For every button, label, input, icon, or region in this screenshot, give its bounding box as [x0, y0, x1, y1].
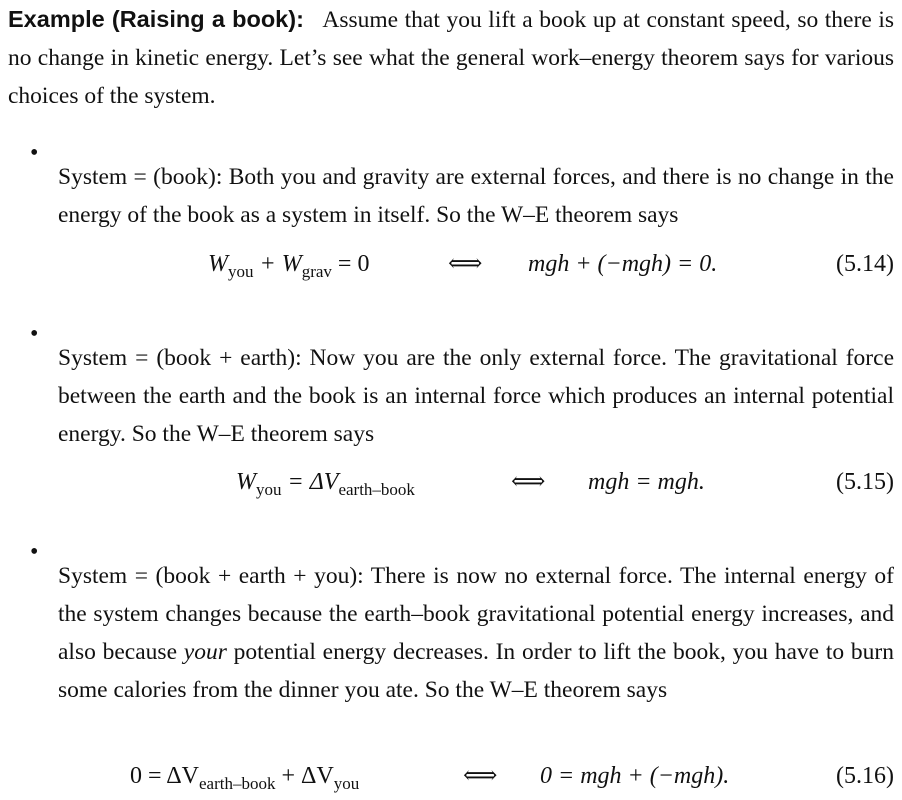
emphasis-your: your: [183, 638, 227, 665]
iff-symbol: ⟺: [511, 469, 546, 495]
equation-rhs: 0 = mgh + (−mgh).: [540, 763, 730, 789]
bullet-item-book-earth: [8, 315, 894, 476]
equation-number: (5.16): [836, 763, 894, 789]
iff-symbol: ⟺: [448, 251, 483, 277]
example-heading: Example (Raising a book):: [8, 6, 304, 32]
bullet-icon: •: [30, 321, 39, 347]
equation-rhs: mgh = mgh.: [588, 469, 705, 495]
bullet-item-book: [8, 134, 894, 257]
equation-5-15: [8, 462, 894, 502]
bullet-text: System = (book + earth): Now you are the only external force. The gravitational force between the earth and the book is an internal force which produces an internal potential energy. So the W–E theorem says: [58, 344, 894, 447]
equation-5-14: [8, 244, 894, 284]
bullet-icon: •: [30, 539, 39, 565]
bullet-text: System = (book): Both you and gravity are external forces, and there is no change in the energy of the book as a system in itself. So the W–E theorem says: [58, 163, 894, 228]
equation-lhs: $W_{you} + W_{grav} = 0$: [208, 251, 370, 281]
intro-paragraph: [8, 0, 894, 115]
equation-lhs: $0 = \Delta V_{earth-book} + \Delta V_{you}$: [130, 763, 360, 793]
equation-number: (5.15): [836, 469, 894, 495]
equation-number: (5.14): [836, 251, 894, 277]
bullet-text: System = (book + earth + you): There is now no external force. The internal energy of the system changes because the earth–book gravitational potential energy increases, and also because your potential energy decreases. In order to lift the book, you have to burn some calories from the dinner you ate. So the W–E theorem says: [58, 562, 894, 703]
bullet-icon: •: [30, 140, 39, 166]
equation-lhs: $W_{you} = \Delta V_{earth-book}$: [236, 469, 415, 499]
equation-rhs: mgh + (−mgh) = 0.: [528, 251, 718, 277]
intro-text: Assume that you lift a book up at constant speed, so there is no change in kinetic energy. Let’s see what the general work–energy theorem says for various choices of the system.: [8, 7, 894, 109]
equation-5-16: [8, 756, 894, 796]
bullet-item-book-earth-you: [8, 533, 894, 732]
iff-symbol: ⟺: [463, 763, 498, 789]
